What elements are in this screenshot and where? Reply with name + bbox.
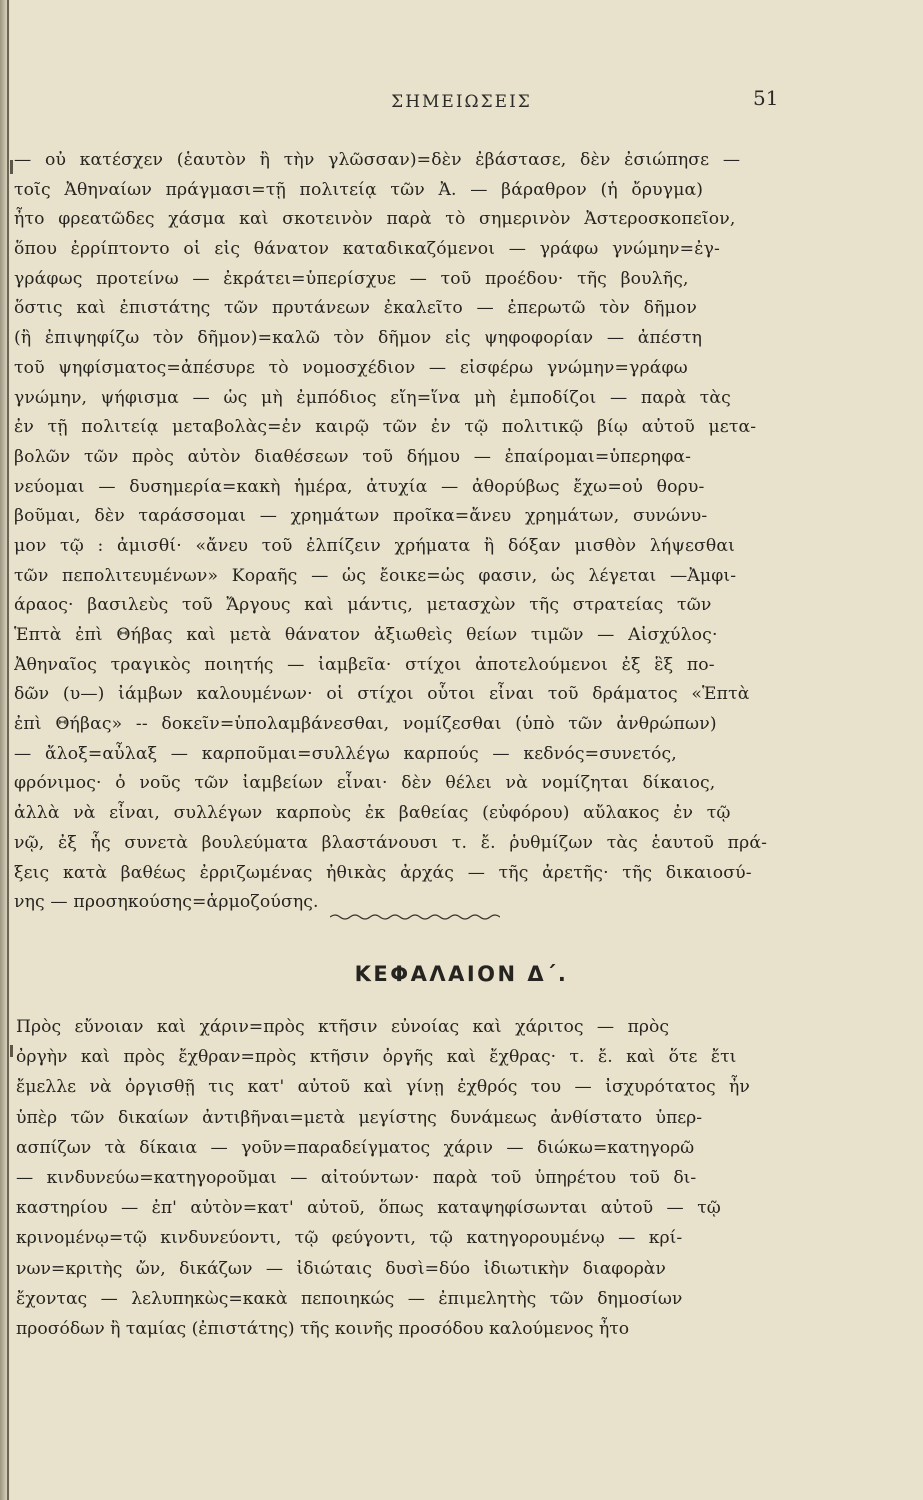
text-line: ὅπου ἐρρίπτοντο οἱ εἰς θάνατον καταδικαζόμενοι — γράφω γνώμην=ἐγ-: [14, 239, 720, 260]
running-head: ΣΗΜΕΙΩΣΕΙΣ: [391, 92, 532, 112]
text-line: νων=κριτὴς ὤν, δικάζων — ἰδιώταις δυσὶ=δύο ἰδιωτικὴν διαφορὰν: [16, 1258, 666, 1279]
text-line: ξεις κατὰ βαθέως ἐρριζωμένας ἠθικὰς ἀρχάς — τῆς ἀρετῆς· τῆς δικαιοσύ-: [14, 862, 752, 883]
margin-mark: [10, 160, 13, 174]
text-line: φρόνιμος· ὁ νοῦς τῶν ἰαμβείων εἶναι· δὲν θέλει νὰ νομίζηται δίκαιος,: [14, 773, 716, 794]
text-line: βολῶν τῶν πρὸς αὐτὸν διαθέσεων τοῦ δήμου — ἐπαίρομαι=ὑπερηφα-: [14, 446, 692, 467]
text-line: — ἄλοξ=αὖλαξ — καρποῦμαι=συλλέγω καρπούς — κεδνός=συνετός,: [14, 743, 677, 764]
text-line: ασπίζων τὰ δίκαια — γοῦν=παραδείγματος χάριν — διώκω=κατηγορῶ: [16, 1137, 695, 1158]
text-line: — οὐ κατέσχεν (ἑαυτὸν ἢ τὴν γλῶσσαν)=δὲν ἐβάστασε, δὲν ἐσιώπησε —: [14, 150, 741, 170]
text-line: ὑπὲρ τῶν δικαίων ἀντιβῆναι=μετὰ μεγίστης δυνάμεως ἀνθίστατο ὑπερ-: [16, 1107, 703, 1128]
text-line: βοῦμαι, δὲν ταράσσομαι — χρημάτων προῖκα=ἄνευ χρημάτων, συνώνυ-: [14, 506, 708, 527]
margin-mark: [10, 1045, 13, 1057]
text-line: Ἑπτὰ ἐπὶ Θήβας καὶ μετὰ θάνατον ἀξιωθεὶς θείων τιμῶν — Αἰσχύλος·: [14, 625, 718, 645]
text-line: ἔχοντας — λελυπηκὼς=κακὰ πεποιηκώς — ἐπιμελητὴς τῶν δημοσίων: [16, 1288, 683, 1309]
text-line: νης — προσηκούσης=ἁρμοζούσης.: [14, 892, 319, 913]
text-line: τοῖς Ἀθηναίων πράγμασι=τῇ πολιτείᾳ τῶν Ἀ. — βάραθρον (ἡ ὄρυγμα): [14, 179, 704, 200]
spine-edge: [7, 0, 9, 1500]
text-line: — κινδυνεύω=κατηγοροῦμαι — αἰτούντων· παρὰ τοῦ ὑπηρέτου τοῦ δι-: [16, 1167, 697, 1188]
text-line: ἦτο φρεατῶδες χάσμα καὶ σκοτεινὸν παρὰ τὸ σημερινὸν Ἀστεροσκοπεῖον,: [14, 209, 736, 230]
text-line: τῶν πεπολιτευμένων» Κοραῆς — ὡς ἔοικε=ὡς φασιν, ὡς λέγεται —Ἀμφι-: [14, 565, 737, 586]
text-line: Πρὸς εὔνοιαν καὶ χάριν=πρὸς κτῆσιν εὐνοίας καὶ χάριτος — πρὸς: [16, 1017, 669, 1037]
text-line: προσόδων ἢ ταμίας (ἐπιστάτης) τῆς κοινῆς προσόδου καλούμενος ἦτο: [16, 1318, 630, 1339]
text-line: δῶν (υ—) ἰάμβων καλουμένων· οἱ στίχοι οὗτοι εἶναι τοῦ δράματος «Ἑπτὰ: [14, 684, 750, 705]
text-line: μον τῷ : ἀμισθί· «ἄνευ τοῦ ἐλπίζειν χρήματα ἢ δόξαν μισθὸν λήψεσθαι: [14, 535, 736, 556]
text-line: ὅστις καὶ ἐπιστάτης τῶν πρυτάνεων ἐκαλεῖτο — ἐπερωτῶ τὸν δῆμον: [14, 298, 697, 319]
text-line: νῷ, ἐξ ἧς συνετὰ βουλεύματα βλαστάνουσι τ. ἔ. ῥυθμίζων τὰς ἑαυτοῦ πρά-: [14, 832, 768, 853]
text-line: άραος· βασιλεὺς τοῦ Ἄργους καὶ μάντις, μετασχὼν τῆς στρατείας τῶν: [14, 595, 712, 616]
text-line: (ἢ ἐπιψηφίζω τὸν δῆμον)=καλῶ τὸν δῆμον εἰς ψηφοφορίαν — ἀπέστη: [14, 328, 703, 349]
text-line: ἔμελλε νὰ ὀργισθῇ τις κατ' αὐτοῦ καὶ γίνῃ ἐχθρός του — ἰσχυρότατος ἦν: [16, 1077, 750, 1098]
section-divider-ornament: [330, 912, 500, 922]
text-line: ἐν τῇ πολιτείᾳ μεταβολὰς=ἐν καιρῷ τῶν ἐν τῷ πολιτικῷ βίῳ αὐτοῦ μετα-: [14, 417, 757, 438]
text-line: τοῦ ψηφίσματος=ἀπέσυρε τὸ νομοσχέδιον — εἰσφέρω γνώμην=γράφω: [14, 357, 688, 378]
text-line: κρινομένῳ=τῷ κινδυνεύοντι, τῷ φεύγοντι, τῷ κατηγορουμένῳ — κρί-: [16, 1228, 683, 1249]
page-number: 51: [753, 86, 779, 110]
chapter-title: ΚΕΦΑΛΑΙΟΝ Δ΄.: [354, 962, 569, 986]
text-line: ὀργὴν καὶ πρὸς ἔχθραν=πρὸς κτῆσιν ὀργῆς καὶ ἔχθρας· τ. ἔ. καὶ ὅτε ἔτι: [16, 1047, 737, 1068]
text-line: Ἀθηναῖος τραγικὸς ποιητής — ἰαμβεῖα· στίχοι ἀποτελούμενοι ἐξ ἓξ πο-: [14, 654, 715, 675]
text-line: ἐπὶ Θήβας» -- δοκεῖν=ὑπολαμβάνεσθαι, νομίζεσθαι (ὑπὸ τῶν ἀνθρώπων): [14, 714, 717, 735]
text-line: γράφως προτείνω — ἐκράτει=ὑπερίσχυε — τοῦ προέδου· τῆς βουλῆς,: [14, 268, 689, 289]
text-line: ἀλλὰ νὰ εἶναι, συλλέγων καρποὺς ἐκ βαθείας (εὐφόρου) αὔλακος ἐν τῷ: [14, 803, 731, 824]
chapter-text: [16, 1012, 806, 1344]
text-line: γνώμην, ψήφισμα — ὡς μὴ ἐμπόδιος εἴη=ἵνα μὴ ἐμποδίζοι — παρὰ τὰς: [14, 387, 731, 408]
text-line: καστηρίου — ἐπ' αὐτὸν=κατ' αὐτοῦ, ὅπως καταψηφίσωνται αὐτοῦ — τῷ: [16, 1198, 721, 1219]
text-line: νεύομαι — δυσημερία=κακὴ ἡμέρα, ἀτυχία — ἀθορύβως ἔχω=οὐ θορυ-: [14, 476, 705, 497]
notes-text: [14, 146, 804, 918]
